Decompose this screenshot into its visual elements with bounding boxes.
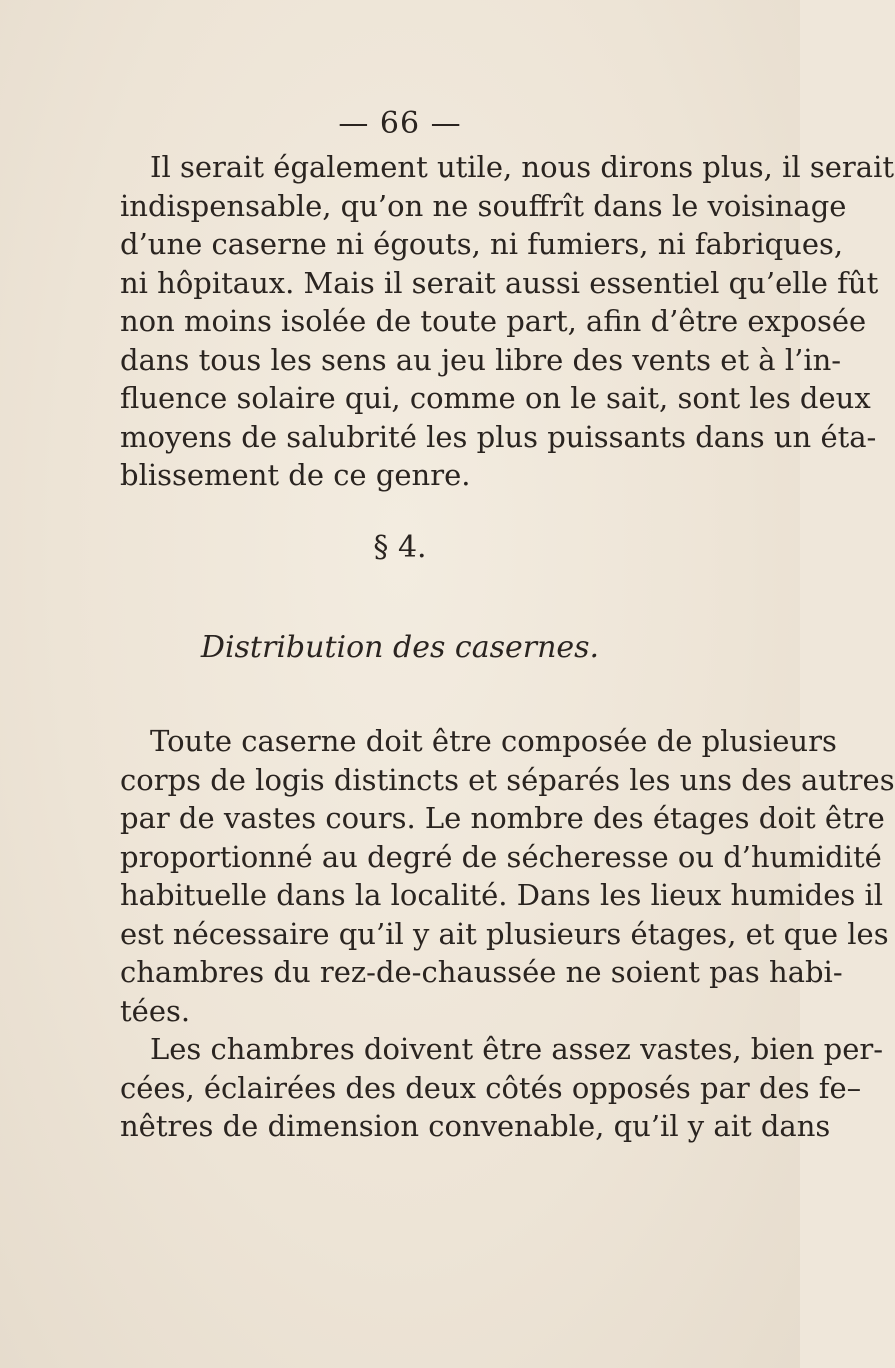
text-line: ni hôpitaux. Mais il serait aussi essentiel qu’elle fût [120,265,879,300]
page-number: — 66 — [338,106,462,141]
text-line: habituelle dans la localité. Dans les lieux humides il [120,878,884,912]
text-line: Toute caserne doit être composée de plusieurs [150,724,837,758]
text-line: fluence solaire qui, comme on le sait, sont les deux [120,381,871,415]
text-line: nêtres de dimension convenable, qu’il y ait dans [120,1109,831,1143]
text-line: est nécessaire qu’il y ait plusieurs étages, et que les [120,916,889,951]
text-line: Il serait également utile, nous dirons plus, il serait [150,150,895,184]
paragraph-2 [120,722,895,1146]
text-line: cées, éclairées des deux côtés opposés par des fe– [120,1070,862,1105]
text-line: proportionné au degré de sécheresse ou d’humidité [120,839,882,874]
paragraph-1 [120,148,895,495]
text-line: chambres du rez-de-chaussée ne soient pas habi- [120,955,843,989]
text-line: indispensable, qu’on ne souffrît dans le voisinage [120,188,847,223]
text-line: par de vastes cours. Le nombre des étages doit être [120,801,885,835]
section-title: Distribution des casernes. [200,630,600,665]
text-line: d’une caserne ni égouts, ni fumiers, ni fabriques, [120,227,844,261]
section-number: § 4. [373,530,427,565]
text-line: moyens de salubrité les plus puissants dans un éta- [120,419,877,454]
text-line: corps de logis distincts et séparés les uns des autres [120,762,895,797]
text-line: blissement de ce genre. [120,458,471,492]
text-line: dans tous les sens au jeu libre des vents et à l’in- [120,342,842,377]
text-line: non moins isolée de toute part, afin d’être exposée [120,304,867,338]
text-line: tées. [120,993,191,1028]
text-line: Les chambres doivent être assez vastes, bien per- [150,1032,884,1066]
